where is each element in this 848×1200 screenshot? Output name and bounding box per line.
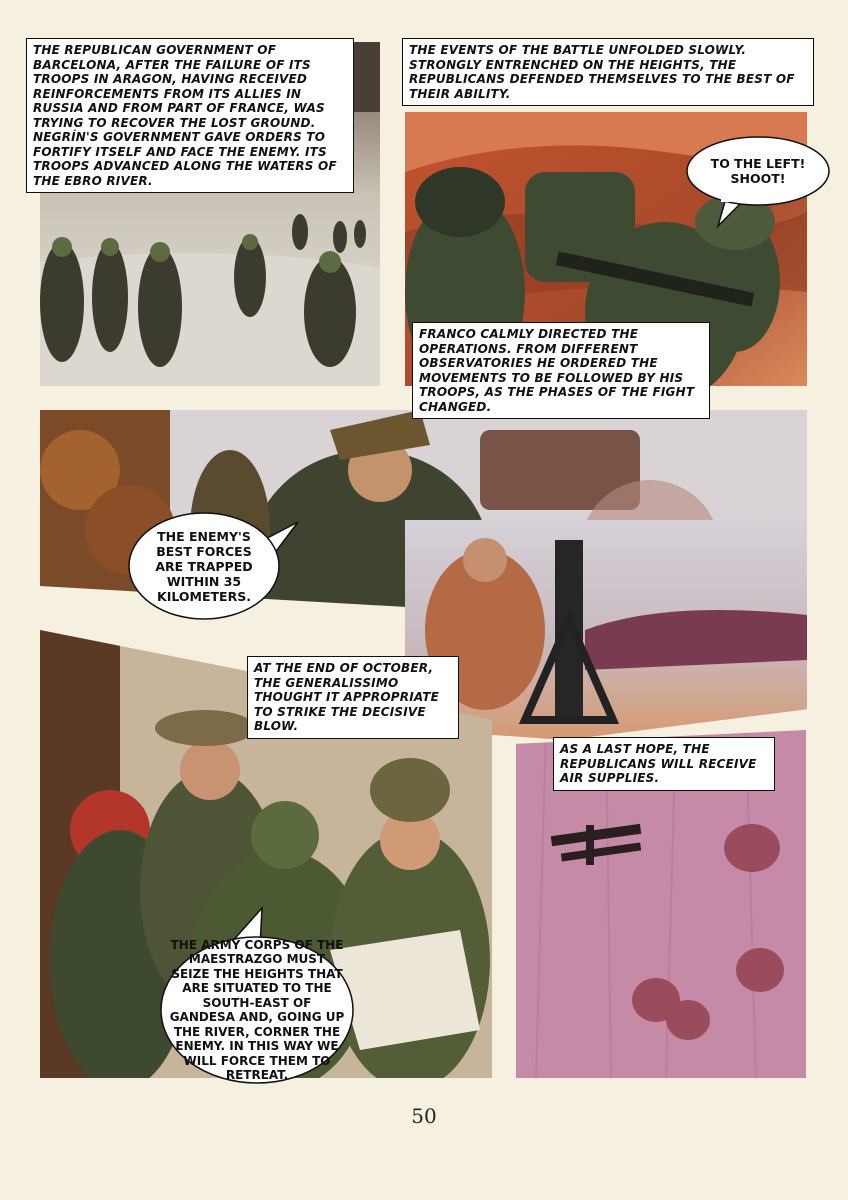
speech-text-enemy-trapped: THE ENEMY'S BEST FORCES ARE TRAPPED WITHIN 35 KILOMETERS.	[155, 528, 253, 604]
caption-battle-events: THE EVENTS OF THE BATTLE UNFOLDED SLOWLY. STRONGLY ENTRENCHED ON THE HEIGHTS, THE REPUBLICANS DEFENDED THEMSELVES TO THE BEST OF THEIR ABILITY.	[402, 38, 814, 106]
caption-end-of-october: AT THE END OF OCTOBER, THE GENERALISSIMO THOUGHT IT APPROPRIATE TO STRIKE THE DECISIVE BLOW.	[247, 656, 459, 739]
speech-balloon-orders	[160, 936, 354, 1084]
caption-republican-government: THE REPUBLICAN GOVERNMENT OF BARCELONA, AFTER THE FAILURE OF ITS TROOPS IN ARAGON, HAVING RECEIVED REINFORCEMENTS FROM ITS ALLIES IN RUSSIA AND FROM PART OF FRANCE, WAS TRYING TO RECOVER THE LOST GROUND. NEGRÍN'S GOVERNMENT GAVE ORDERS TO FORTIFY ITSELF AND FACE THE ENEMY. ITS TROOPS ADVANCED ALONG THE WATERS OF THE EBRO RIVER.	[26, 38, 354, 193]
speech-text-shoot: TO THE LEFT! SHOOT!	[710, 156, 806, 186]
panel-observatory-lower	[405, 520, 807, 740]
page-number: 50	[411, 1104, 437, 1128]
caption-last-hope: AS A LAST HOPE, THE REPUBLICANS WILL RECEIVE AIR SUPPLIES.	[553, 737, 775, 791]
speech-balloon-enemy-trapped	[128, 512, 280, 620]
speech-balloon-shoot	[686, 136, 830, 206]
speech-text-orders: THE ARMY CORPS OF THE MAESTRAZGO MUST SEIZE THE HEIGHTS THAT ARE SITUATED TO THE SOUTH-EAST OF GANDESA AND, GOING UP THE RIVER, CORNER THE ENEMY. IN THIS WAY WE WILL FORCE THEM TO RETREAT.	[169, 937, 345, 1082]
caption-franco-directed: FRANCO CALMLY DIRECTED THE OPERATIONS. FROM DIFFERENT OBSERVATORIES HE ORDERED THE MOVEMENTS TO BE FOLLOWED BY HIS TROOPS, AS THE PHASES OF THE FIGHT CHANGED.	[412, 322, 710, 419]
